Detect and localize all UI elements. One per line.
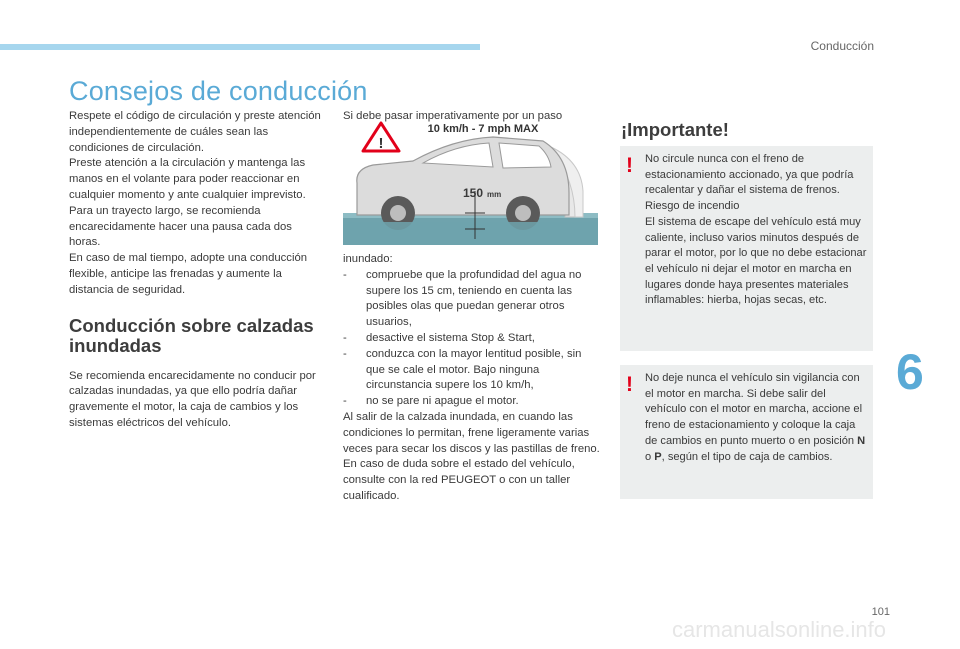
important-heading: ¡Importante!	[621, 119, 729, 140]
warning-box-unattended	[620, 365, 873, 499]
paragraph: Para un trayecto largo, se recomienda encarecidamente hacer una pausa cada dos horas.	[69, 204, 292, 249]
section-name: Conducción	[810, 39, 874, 53]
list-item-text: conduzca con la mayor lentitud posible, sin que se cale el motor. Bajo ninguna circunstancia supere los 10 km/h,	[366, 347, 582, 392]
text-run: No deje nunca el vehículo sin vigilancia con el motor en marcha. Si debe salir del vehículo con el motor en marcha, accione el freno de estacionamiento y coloque la caja de cambios en punto muerto o en posición	[645, 372, 863, 447]
text-run: En caso de duda sobre el estado del vehículo, consulte con la red	[343, 458, 575, 487]
speed-limit-label: 10 km/h - 7 mph MAX	[427, 123, 539, 135]
list-item	[343, 268, 601, 331]
list-item	[343, 394, 601, 410]
list-item-text: desactive el sistema Stop & Start,	[366, 331, 535, 344]
text-run: , según el tipo de caja de cambios.	[661, 450, 833, 463]
list-item	[343, 331, 601, 347]
gear-position-n: N	[857, 434, 866, 447]
paragraph: Se recomienda encarecidamente no conducir por calzadas inundadas, ya que ello podría dañar gravemente el motor, la caja de cambios y los sistemas eléctricos del vehículo.	[69, 369, 316, 429]
column-left	[69, 109, 325, 432]
exclamation-icon: !	[626, 154, 633, 177]
paragraph: Respete el código de circulación y preste atención independientemente de cuáles sean las condiciones de circulación.	[69, 110, 321, 154]
warning-text	[645, 371, 868, 465]
exclamation-icon: !	[626, 373, 633, 396]
paragraph: No circule nunca con el freno de estacionamiento accionado, ya que podría recalentar y dañar el sistema de frenos.	[645, 153, 854, 197]
paragraph: Riesgo de incendio	[645, 200, 740, 213]
list-bullet: -	[343, 331, 347, 344]
depth-value: 150	[463, 186, 484, 200]
gear-position-p: P	[654, 450, 662, 463]
warning-exclamation: !	[378, 135, 384, 152]
paragraph: El sistema de escape del vehículo está muy caliente, incluso varios minutos después de parar el motor, por lo que no debe estacionar el vehículo ni dejar el motor en marcha en lugares donde haya presentes materiales inflamables: hierba, hojas secas, etc.	[645, 215, 867, 307]
paragraph: En caso de mal tiempo, adopte una conducción flexible, anticipe las frenadas y aumente la distancia de seguridad.	[69, 252, 308, 296]
text-run: o	[645, 450, 655, 463]
text-run: o con un taller cualificado.	[343, 474, 571, 502]
list-item-text: no se pare ni apague el motor.	[366, 395, 519, 408]
paragraph: Si debe pasar imperativamente por un paso	[343, 110, 563, 122]
car-wheel-hub	[390, 205, 406, 221]
chapter-number: 6	[896, 344, 924, 400]
list-item	[343, 347, 601, 394]
page-title: Consejos de conducción	[69, 76, 368, 106]
paragraph: inundado:	[343, 253, 393, 265]
page-number: 101	[871, 606, 890, 618]
car-wheel-hub	[515, 205, 531, 221]
watermark: carmanualsonline.info	[672, 617, 887, 642]
list-bullet: -	[343, 268, 347, 281]
header-bar	[0, 44, 480, 50]
water-overlay	[343, 222, 598, 245]
depth-unit: mm	[487, 190, 502, 199]
warning-text	[645, 152, 868, 309]
paragraph: Al salir de la calzada inundada, en cuando las condiciones lo permitan, frene ligeramente varias veces para secar los discos y las pastillas de freno.	[343, 410, 600, 455]
brand-name: PEUGEOT	[440, 474, 497, 487]
section-heading: Conducción sobre calzadas inundadas	[69, 314, 314, 356]
warning-box-parking-brake	[620, 146, 873, 351]
list-bullet: -	[343, 347, 347, 360]
paragraph: Preste atención a la circulación y mantenga las manos en el volante para poder reaccionar en cualquier momento y ante cualquier imprevisto.	[69, 157, 306, 201]
column-middle-body	[343, 252, 601, 505]
flooded-road-illustration	[343, 121, 598, 245]
paragraph	[645, 371, 868, 465]
paragraph	[343, 457, 601, 504]
list-bullet: -	[343, 395, 347, 408]
list-item-text: compruebe que la profundidad del agua no supere los 15 cm, teniendo en cuenta las posibles olas que puedan generar otros usuarios,	[366, 268, 582, 329]
